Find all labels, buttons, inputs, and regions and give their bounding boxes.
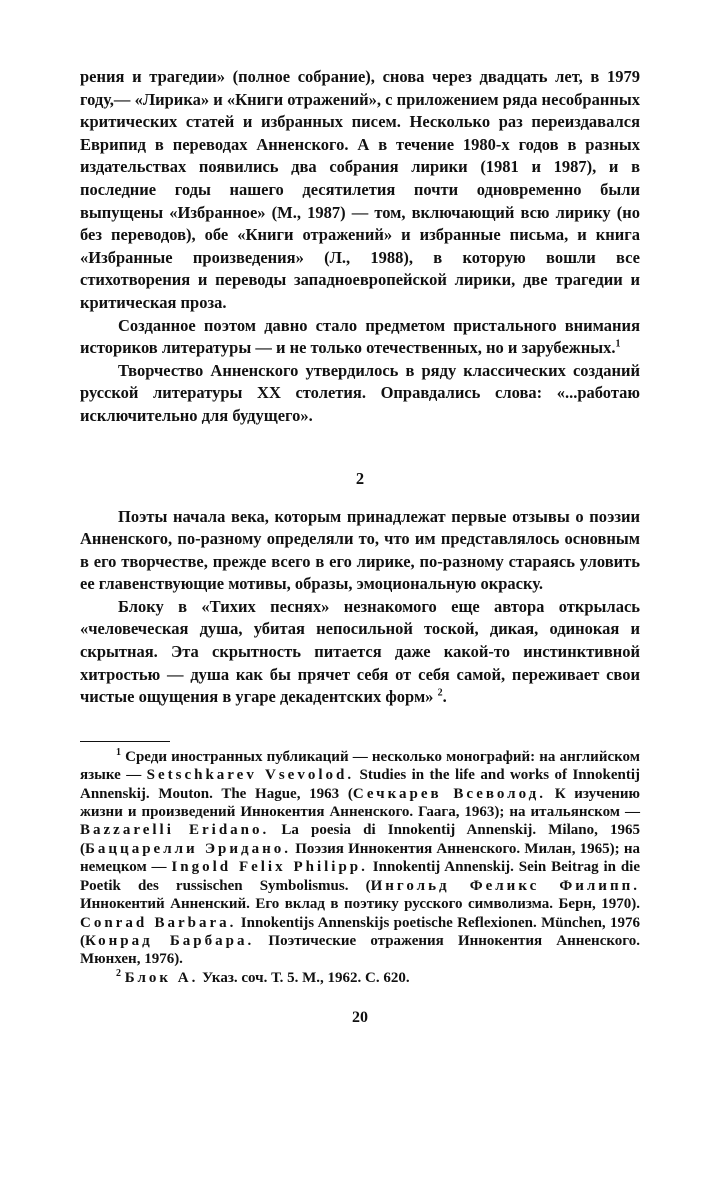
paragraph-5: Блоку в «Тихих песнях» незнакомого еще автора открылась «человеческая душа, убитая непосильной тоской, дикая, одинокая и скрытная. Эта скрытность питается даже какой-то инстинктивной хитростью — душа как бы прячет себя от себя самой, переживает свои чистые ощущения в угаре декадентских форм» $^2$. [80,596,640,707]
paragraph-2 [80,315,640,360]
footnote-2-text: Указ. соч. Т. 5. М., 1962. С. 620. [198,969,410,986]
footnote-1-text: Поэзия Иннокентия Анненского. Милан, 1965); на немецком — [80,840,640,876]
paragraph-1: рения и трагедии» (полное собрание), снова через двадцать лет, в 1979 году,— «Лирика» и «Книги отражений», с приложением ряда несобранных критических статей и избранных писем. Несколько раз переиздавался Еврипид в переводах Анненского. А в течение 1980-х годов в разных издательствах появились два собрания лирики (1981 и 1987), и в последние годы нашего десятилетия почти одновременно были выпущены «Избранное» (М., 1987) — том, включающий всю лирику (но без переводов), обе «Книги отражений» и избранные письма, и книга «Избранные произведения» (Л., 1988), в которую вошли все стихотворения и переводы западноевропейской лирики, две трагедии и критическая проза. [80,67,640,312]
footnote-1-text: Среди иностранных публикаций — несколько монографий: на английском языке — [80,748,640,784]
footnote-1-text: Иннокентий Анненский. Его вклад в поэтику русского символизма. Берн, 1970). [80,896,640,913]
footnote-1-author: Баццарелли Эридано. [85,840,292,857]
footnote-1-author: Setschkarev Vsevolod. [146,767,355,784]
footnote-divider [80,741,170,742]
footnote-1-author: Conrad Barbara. [80,914,237,931]
footnote-1-text: La poesia di Innokentij Annenskij. Milano, 1965 ( [80,822,640,857]
footnote-2-mark: 2 [116,967,121,979]
book-page [80,66,640,1027]
footnote-2-author: Блок А. [124,969,199,986]
paragraph-2-text: Созданное поэтом давно стало предметом пристального внимания историков литературы — и не только отечественных, но и зарубежных. [80,315,640,358]
footnotes [80,748,640,987]
footnote-1-text: Поэтические отражения Иннокентия Анненского. Мюнхен, 1976). [80,932,640,968]
footnote-ref-2: 2 [437,687,443,699]
footnote-1-text: К изучению жизни и произведений Иннокентия Анненского. Гаага, 1963); на итальянском — [80,785,640,821]
footnote-1-text: Innokentij Annenskij. Sein Beitrag in die Poetik des russischen Symbolismus. ( [80,859,640,894]
footnote-1 [80,748,640,969]
paragraph-4: Поэты начала века, которым принадлежат первые отзывы о поэзии Анненского, по-разному определяли то, что им представлялось основным в его творчестве, прежде всего в его лирике, по-разному стараясь уловить ее главенствующие мотивы, образы, эмоциональную окраску. [80,506,640,594]
paragraph-5-text: Блоку в «Тихих песнях» незнакомого еще автора открылась «человеческая душа, убитая непосильной тоской, дикая, одинокая и скрытная. Эта скрытность питается даже какой-то инстинктивной хитростью — душа как бы прячет себя от себя самой, переживает свои чистые ощущения в угаре декадентских форм» [80,596,640,707]
main-text [80,66,640,709]
footnote-2 [80,969,640,987]
footnote-1-author: Сечкарев Всеволод. [352,785,546,802]
footnote-1-author: Ingold Felix Philipp. [171,859,368,876]
footnote-1-author: Ингольд Феликс Филипп. [370,877,640,894]
footnote-1-author: Конрад Барбара. [85,932,255,949]
footnote-ref-1: 1 [615,338,621,350]
footnote-1-text: Innokentijs Annenskijs poetische Reflexionen. München, 1976 ( [80,914,640,949]
footnote-1-author: Bazzarelli Eridano. [80,822,270,839]
footnote-1-mark: 1 [116,746,121,758]
page-number: 20 [352,1009,368,1027]
paragraph-3: Творчество Анненского утвердилось в ряду классических созданий русской литературы XX столетия. Оправдались слова: «...работаю исключительно для будущего». [80,360,640,425]
section-number: 2 [355,468,365,488]
footnote-1-text: Studies in the life and works of Innokentij Annenskij. Mouton. The Hague, 1963 ( [80,767,640,802]
